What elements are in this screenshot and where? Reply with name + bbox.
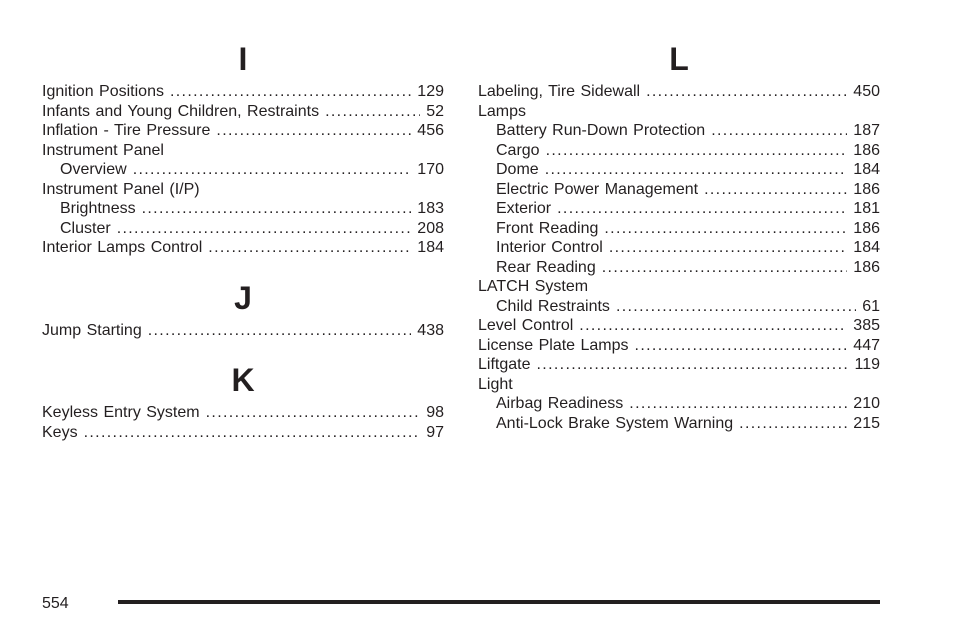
dot-leader: [629, 394, 847, 414]
dot-leader: [216, 121, 411, 141]
entry-page-number: 170: [417, 161, 444, 178]
entry-page-number: 186: [853, 180, 880, 198]
index-entry: [478, 219, 880, 239]
dot-leader: [208, 238, 411, 258]
index-entry: [478, 160, 880, 180]
entry-label: Brightness: [60, 200, 136, 217]
entry-label: Ignition Positions: [42, 83, 164, 100]
dot-leader: [206, 403, 421, 423]
entry-label: Liftgate: [478, 356, 531, 373]
index-entry: [42, 199, 444, 219]
index-section: [42, 361, 444, 442]
index-entry: [478, 316, 880, 336]
entry-label: License Plate Lamps: [478, 336, 629, 354]
entry-page-number: 184: [853, 239, 880, 256]
index-heading: [42, 141, 444, 161]
entry-label: Airbag Readiness: [496, 395, 624, 412]
index-heading: [42, 180, 444, 200]
entry-page-number: 184: [417, 239, 444, 256]
entry-label: Instrument Panel: [42, 141, 164, 159]
entry-label: Keyless Entry System: [42, 404, 200, 421]
dot-leader: [557, 199, 847, 219]
entry-label: Cluster: [60, 219, 111, 237]
entry-page-number: 208: [417, 219, 444, 237]
index-entry: [478, 336, 880, 356]
dot-leader: [602, 258, 848, 278]
dot-leader: [133, 160, 412, 180]
entry-page-number: 183: [417, 200, 444, 217]
entry-label: Light: [478, 375, 513, 393]
entry-page-number: 187: [853, 122, 880, 139]
dot-leader: [609, 238, 847, 258]
section-letter: J: [234, 279, 252, 316]
index-entry: [42, 82, 444, 102]
index-entry: [42, 160, 444, 180]
entry-label: Child Restraints: [496, 297, 610, 315]
entry-page-number: 450: [853, 83, 880, 100]
index-entry: [42, 403, 444, 423]
section-letter: K: [231, 362, 255, 398]
entry-label: Dome: [496, 161, 539, 178]
dot-leader: [325, 102, 420, 122]
section-letter: L: [669, 41, 689, 77]
entry-list: [42, 403, 444, 442]
entry-label: Infants and Young Children, Restraints: [42, 102, 320, 120]
index-entry: [478, 394, 880, 414]
entry-label: Jump Starting: [42, 321, 142, 339]
index-entry: [42, 321, 444, 341]
index-entry: [478, 180, 880, 200]
index-heading: [478, 277, 880, 297]
dot-leader: [536, 355, 848, 375]
entry-page-number: 119: [854, 356, 880, 373]
dot-leader: [646, 82, 847, 102]
entry-label: Overview: [60, 161, 127, 178]
entry-label: Labeling, Tire Sidewall: [478, 83, 641, 100]
index-entry: [478, 141, 880, 161]
dot-leader: [170, 82, 411, 102]
entry-label: Level Control: [478, 317, 574, 334]
entry-page-number: 186: [853, 141, 880, 159]
entry-page-number: 447: [853, 336, 880, 354]
entry-page-number: 456: [417, 122, 444, 139]
entry-label: Interior Lamps Control: [42, 239, 203, 256]
dot-leader: [142, 199, 412, 219]
dot-leader: [704, 180, 847, 200]
entry-page-number: 184: [853, 161, 880, 178]
section-gap: [42, 340, 444, 361]
entry-page-number: 129: [417, 83, 444, 100]
entry-page-number: 52: [426, 102, 444, 120]
dot-leader: [579, 316, 847, 336]
entry-page-number: 97: [426, 423, 444, 441]
entry-label: Front Reading: [496, 219, 599, 237]
dot-leader: [546, 141, 848, 161]
index-column-right: [478, 40, 880, 433]
entry-label: Interior Control: [496, 239, 603, 256]
index-heading: [478, 375, 880, 395]
dot-leader: [604, 219, 847, 239]
dot-leader: [739, 414, 847, 434]
entry-page-number: 385: [853, 317, 880, 334]
index-entry: [478, 414, 880, 434]
dot-leader: [635, 336, 848, 356]
entry-page-number: 98: [426, 404, 444, 421]
index-entry: [478, 355, 880, 375]
entry-page-number: 181: [853, 200, 880, 217]
index-entry: [478, 297, 880, 317]
entry-label: Electric Power Management: [496, 180, 699, 198]
index-entry: [42, 102, 444, 122]
entry-label: Inflation - Tire Pressure: [42, 122, 211, 139]
index-section: [42, 40, 444, 258]
page-number: 554: [42, 595, 69, 612]
dot-leader: [84, 423, 421, 443]
index-section: [42, 279, 444, 341]
index-heading: [478, 102, 880, 122]
index-column-left: [42, 40, 444, 442]
index-entry: [478, 121, 880, 141]
entry-label: Rear Reading: [496, 258, 596, 276]
entry-label: Battery Run-Down Protection: [496, 122, 706, 139]
entry-label: LATCH System: [478, 278, 589, 295]
entry-page-number: 438: [417, 321, 444, 339]
index-section: [478, 40, 880, 433]
dot-leader: [711, 121, 847, 141]
entry-list: [42, 82, 444, 258]
index-entry: [42, 423, 444, 443]
entry-label: Lamps: [478, 102, 527, 120]
index-entry: [478, 258, 880, 278]
section-letter: I: [238, 41, 248, 77]
entry-label: Keys: [42, 423, 78, 441]
dot-leader: [545, 160, 848, 180]
entry-page-number: 215: [853, 414, 880, 432]
entry-label: Instrument Panel (I/P): [42, 180, 200, 198]
entry-list: [478, 82, 880, 433]
index-entry: [42, 121, 444, 141]
dot-leader: [148, 321, 412, 341]
index-entry: [42, 219, 444, 239]
entry-page-number: 61: [862, 297, 880, 315]
entry-list: [42, 321, 444, 341]
index-entry: [478, 82, 880, 102]
index-entry: [478, 199, 880, 219]
entry-label: Cargo: [496, 141, 540, 159]
dot-leader: [117, 219, 412, 239]
footer-rule: [118, 600, 880, 604]
section-gap: [42, 258, 444, 279]
entry-page-number: 186: [853, 258, 880, 276]
index-entry: [42, 238, 444, 258]
entry-label: Exterior: [496, 200, 552, 217]
index-entry: [478, 238, 880, 258]
entry-page-number: 210: [853, 395, 880, 412]
entry-page-number: 186: [853, 219, 880, 237]
entry-label: Anti-Lock Brake System Warning: [496, 414, 734, 432]
dot-leader: [616, 297, 856, 317]
